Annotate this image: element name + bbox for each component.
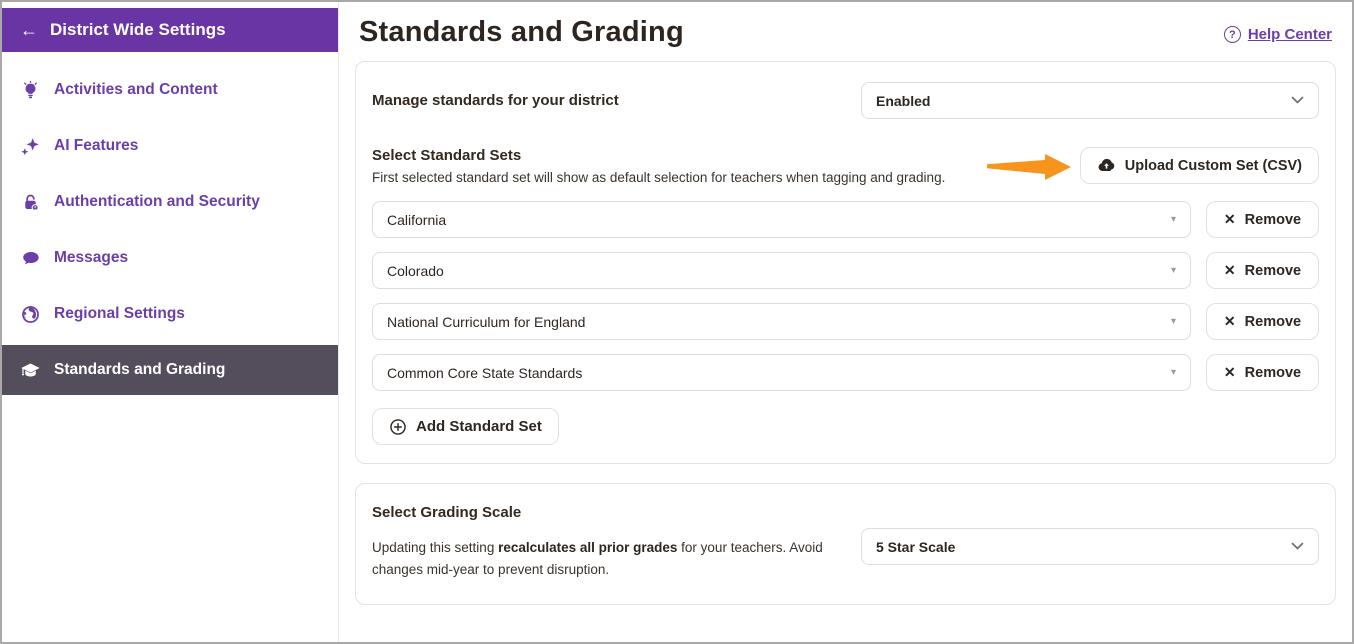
help-center-link[interactable]: [1224, 26, 1332, 43]
sidebar-item-label: AI Features: [54, 137, 139, 154]
x-icon: ✕: [1223, 262, 1236, 278]
grading-desc-pre: Updating this setting: [372, 540, 499, 555]
help-center-label: Help Center: [1247, 26, 1332, 43]
caret-down-icon: ▾: [1170, 316, 1176, 327]
page-title: Standards and Grading: [359, 16, 684, 48]
caret-down-icon: ▾: [1170, 367, 1176, 378]
add-button-label: Add Standard Set: [416, 418, 542, 435]
standard-set-value: National Curriculum for England: [387, 313, 586, 330]
grading-scale-select[interactable]: [861, 528, 1319, 565]
chevron-down-icon: [1291, 542, 1304, 551]
sidebar-item-authentication-and-security[interactable]: [2, 174, 338, 230]
x-icon: ✕: [1223, 364, 1236, 380]
sidebar-nav: [2, 62, 338, 398]
sidebar-title: District Wide Settings: [50, 20, 226, 39]
manage-standards-value: Enabled: [876, 92, 931, 109]
sparkles-icon: [19, 135, 41, 157]
sets-header-text: [372, 147, 945, 185]
manage-standards-row: [372, 82, 1319, 119]
back-arrow-icon: ←: [20, 20, 38, 40]
lightbulb-icon: [19, 79, 41, 101]
sidebar-item-messages[interactable]: [2, 230, 338, 286]
sidebar-item-label: Standards and Grading: [54, 361, 226, 378]
grading-desc-bold: recalculates all prior grades: [498, 540, 678, 555]
lock-icon: [19, 191, 41, 213]
standard-set-row: [372, 303, 1319, 340]
sidebar-item-standards-and-grading[interactable]: [2, 345, 338, 395]
remove-standard-set-button-2[interactable]: [1206, 252, 1319, 289]
manage-standards-label: Manage standards for your district: [372, 92, 619, 109]
x-icon: ✕: [1223, 313, 1236, 329]
remove-standard-set-button-4[interactable]: [1206, 354, 1319, 391]
select-standard-sets-header: [372, 147, 1319, 185]
standard-set-select-4[interactable]: [372, 354, 1191, 391]
upload-button-label: Upload Custom Set (CSV): [1124, 157, 1302, 174]
grading-desc-post: for your teachers. Avoid changes mid-year to prevent disruption.: [372, 540, 823, 577]
sets-heading: Select Standard Sets: [372, 147, 522, 164]
remove-label: Remove: [1244, 364, 1302, 381]
globe-icon: [19, 303, 41, 325]
upload-custom-set-button[interactable]: [1080, 147, 1319, 184]
grading-scale-card: [355, 483, 1336, 605]
standard-set-select-3[interactable]: [372, 303, 1191, 340]
standard-set-row: [372, 252, 1319, 289]
standard-set-value: California: [387, 211, 447, 228]
sidebar-item-label: Activities and Content: [54, 81, 218, 98]
orange-pointer-arrow: [987, 151, 1071, 183]
main-header: [355, 14, 1336, 49]
chat-bubble-icon: [19, 247, 41, 269]
add-standard-set-button[interactable]: [372, 408, 559, 445]
grading-scale-heading: Select Grading Scale: [372, 504, 522, 521]
remove-label: Remove: [1244, 262, 1302, 279]
standard-set-select-2[interactable]: [372, 252, 1191, 289]
sidebar-item-regional-settings[interactable]: [2, 286, 338, 342]
remove-standard-set-button-3[interactable]: [1206, 303, 1319, 340]
grading-scale-text: [372, 504, 850, 580]
x-icon: ✕: [1223, 211, 1236, 227]
remove-label: Remove: [1244, 313, 1302, 330]
sidebar-item-ai-features[interactable]: [2, 118, 338, 174]
chevron-down-icon: [1291, 96, 1304, 105]
remove-standard-set-button-1[interactable]: [1206, 201, 1319, 238]
sets-description: First selected standard set will show as default selection for teachers when tagging and grading.: [372, 170, 946, 185]
standard-set-row: [372, 201, 1319, 238]
standard-set-row: [372, 354, 1319, 391]
grading-scale-value: 5 Star Scale: [876, 538, 956, 555]
graduation-cap-icon: [19, 359, 41, 381]
standard-set-select-1[interactable]: [372, 201, 1191, 238]
sidebar-item-activities-and-content[interactable]: [2, 62, 338, 118]
manage-standards-select[interactable]: [861, 82, 1319, 119]
sidebar-header-back[interactable]: [2, 8, 338, 52]
caret-down-icon: ▾: [1170, 265, 1176, 276]
grading-scale-description: [372, 537, 850, 580]
sidebar: [2, 2, 339, 642]
standards-card: [355, 61, 1336, 464]
remove-label: Remove: [1244, 211, 1302, 228]
sidebar-item-label: Authentication and Security: [54, 193, 260, 210]
sidebar-item-label: Regional Settings: [54, 305, 185, 322]
sidebar-item-label: Messages: [54, 249, 129, 266]
question-mark-icon: ?: [1224, 26, 1241, 43]
caret-down-icon: ▾: [1170, 214, 1176, 225]
standard-set-value: Colorado: [387, 262, 444, 279]
standard-set-value: Common Core State Standards: [387, 364, 583, 381]
main-content: [339, 2, 1352, 642]
plus-circle-icon: [389, 418, 407, 436]
cloud-upload-icon: [1097, 156, 1116, 175]
